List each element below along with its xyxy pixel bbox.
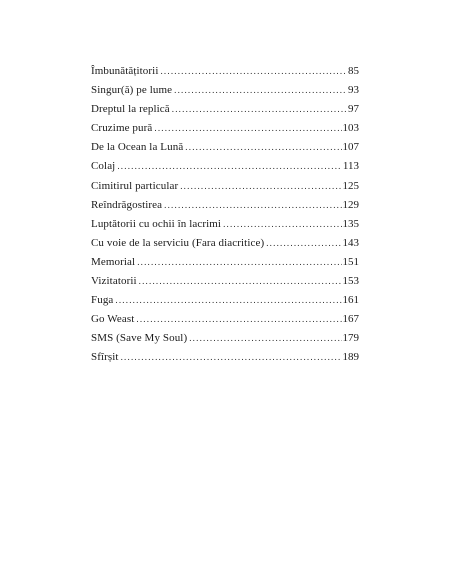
toc-entry-title: SMS (Save My Soul) [91, 332, 188, 345]
toc-entry-page: 151 [342, 255, 359, 268]
toc-entry-page: 97 [348, 103, 359, 116]
toc-entry [91, 215, 359, 234]
toc-entry-title: Cruzime pură [91, 122, 153, 135]
toc-entry [91, 196, 359, 215]
toc-entry [91, 81, 359, 100]
toc-entry-page: 167 [342, 313, 359, 326]
toc-entry-page: 107 [342, 141, 359, 154]
toc-entry-title: Îmbunătățitorii [91, 65, 159, 77]
toc-entry [91, 62, 359, 81]
toc-dot-leader [164, 196, 341, 215]
toc-entry [91, 234, 359, 253]
toc-entry [91, 157, 359, 176]
toc-entry-title: Singur(ă) pe lume [91, 84, 173, 97]
toc-entry-page: 113 [342, 160, 359, 173]
toc-entry-title: Sfîrșit [91, 351, 119, 364]
table-of-contents [91, 62, 359, 368]
toc-entry-page: 179 [342, 332, 359, 345]
toc-entry-title: De la Ocean la Lună [91, 141, 184, 154]
toc-entry [91, 348, 359, 367]
toc-dot-leader [223, 215, 341, 234]
toc-entry-page: 85 [348, 65, 359, 77]
toc-entry-page: 93 [348, 84, 359, 97]
toc-entry-page: 153 [342, 275, 359, 288]
toc-dot-leader [115, 291, 341, 310]
toc-dot-leader [189, 329, 341, 348]
toc-dot-leader [137, 253, 341, 272]
toc-entry-title: Vizitatorii [91, 275, 137, 288]
toc-entry-title: Fuga [91, 294, 114, 307]
toc-dot-leader [121, 348, 342, 367]
toc-entry [91, 310, 359, 329]
toc-entry [91, 291, 359, 310]
toc-dot-leader [136, 310, 341, 329]
toc-entry-title: Reîndrăgostirea [91, 198, 163, 211]
toc-dot-leader [180, 177, 341, 196]
toc-entry-page: 125 [342, 179, 359, 192]
toc-entry-title: Luptătorii cu ochii în lacrimi [91, 217, 222, 230]
toc-entry-page: 161 [342, 294, 359, 307]
toc-entry-title: Go Weast [91, 313, 135, 326]
toc-entry-title: Memorial [91, 255, 136, 268]
toc-entry [91, 272, 359, 291]
toc-dot-leader [172, 100, 347, 119]
toc-entry-page: 135 [342, 217, 359, 230]
toc-entry [91, 138, 359, 157]
toc-dot-leader [185, 138, 341, 157]
toc-entry-page: 129 [342, 198, 359, 211]
toc-entry-title: Dreptul la replică [91, 103, 170, 116]
toc-entry-page: 189 [342, 351, 359, 364]
toc-entry-page: 103 [342, 122, 359, 135]
toc-dot-leader [139, 272, 342, 291]
toc-entry-title: Cu voie de la serviciu (Fara diacritice) [91, 236, 265, 249]
toc-dot-leader [174, 81, 347, 100]
toc-dot-leader [154, 119, 341, 138]
toc-entry [91, 329, 359, 348]
toc-entry [91, 119, 359, 138]
toc-dot-leader [160, 62, 347, 81]
toc-entry-page: 143 [342, 236, 359, 249]
toc-entry-title: Cimitirul particular [91, 179, 179, 192]
toc-dot-leader [266, 234, 341, 253]
toc-entry [91, 177, 359, 196]
toc-dot-leader [117, 157, 342, 176]
toc-entry [91, 100, 359, 119]
toc-entry-title: Colaj [91, 160, 116, 173]
toc-entry [91, 253, 359, 272]
